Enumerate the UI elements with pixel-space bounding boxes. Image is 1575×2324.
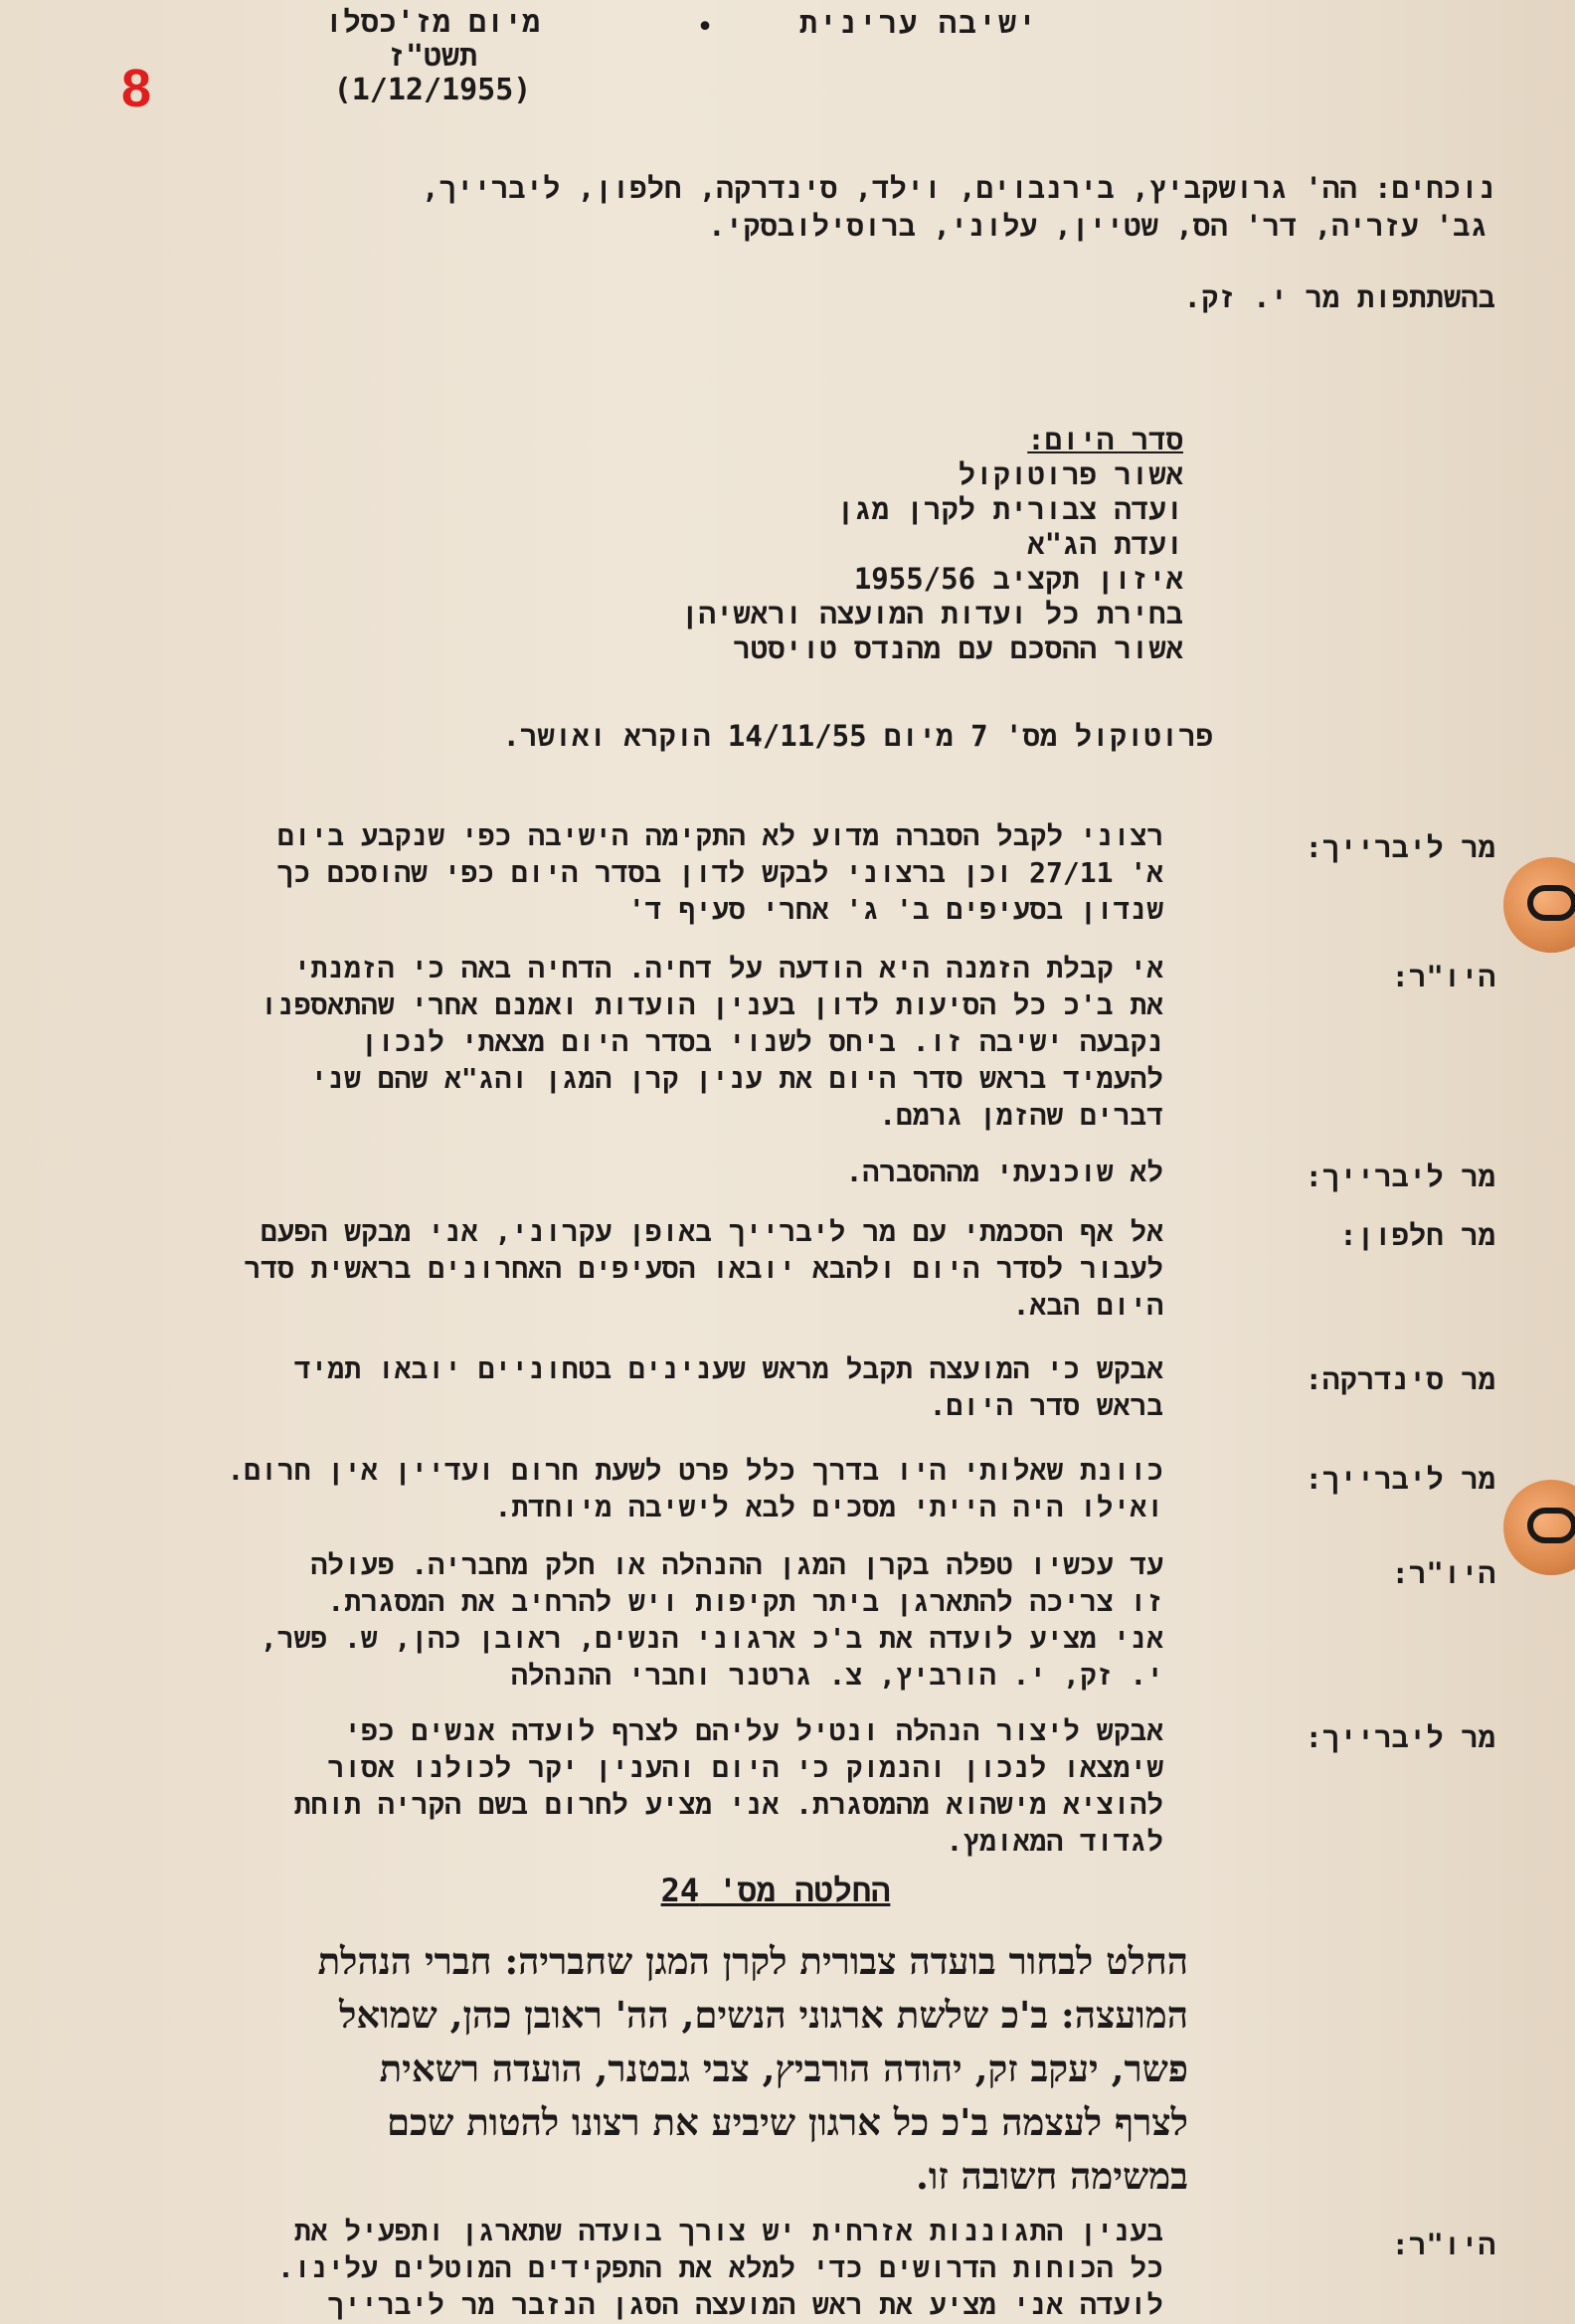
speech-line: להוציא מישהוא מהמסגרת. אני מציע לחרום בשם הקריה תוחת — [293, 1788, 1163, 1821]
speech-line: להעמיד בראש סדר היום את ענין קרן המגן והג"א שהם שני — [310, 1062, 1163, 1095]
resolution-text — [99, 1934, 1188, 2203]
speech-line: רצוני לקבל הסברה מדוע לא התקימה הישיבה כפי שנקבע ביום — [276, 819, 1163, 852]
speech-line: א' 27/11 וכן ברצוני לבקש לדון בסדר היום כפי שהוסכם כך — [276, 856, 1163, 889]
speech-block — [55, 1350, 1163, 1424]
speech-line: אבקש כי המועצה תקבל מראש שענינים בטחוניים יובאו תמיד — [293, 1352, 1163, 1385]
document-title: ישיבה ערינית — [798, 6, 1038, 41]
speaker-label: מר ליברייך: — [1305, 1462, 1495, 1496]
agenda-item: אשור ההסכם עם מהנדס טויסטר — [733, 631, 1183, 665]
speech-line: היום הבא. — [1012, 1289, 1163, 1322]
speech-line: י. זק, י. הורביץ, צ. גרטנר וחברי ההנהלה — [511, 1659, 1163, 1692]
header-separator: • — [696, 10, 715, 45]
agenda — [547, 423, 1183, 666]
resolution-line: החלט לבחור בועדה צבורית לקרן המגן שחבריה: חברי הנהלת — [317, 1939, 1188, 1983]
speaker-label: מר ליברייך: — [1305, 1720, 1495, 1754]
speech-line: כל הכוחות הדרושים כדי למלא את התפקידים המוטלים עלינו. — [276, 2251, 1163, 2284]
agenda-title: סדר היום: — [1027, 423, 1183, 456]
speech-line: שימצאו לנכון והנמוק כי היום והענין יקר לכולנו אסור — [327, 1751, 1163, 1784]
speech-line: דברים שהזמן גרמם. — [879, 1099, 1163, 1132]
binder-ring-icon — [1527, 1508, 1575, 1543]
agenda-item: ועדה צבורית לקרן מגן — [836, 492, 1183, 526]
attendees-line: נוכחים: הה' גרושקביץ, בירנבוים, וילד, סינדרקה, חלפון, ליברייך, — [422, 171, 1495, 205]
speech-block — [55, 2213, 1163, 2323]
speech-line: בראש סדר היום. — [929, 1389, 1163, 1422]
protocol-approval: פרוטוקול מס' 7 מיום 14/11/55 הוקרא ואושר. — [502, 719, 1213, 753]
speech-line: עד עכשיו טפלה בקרן המגן ההנהלה או חלק מחבריה. פעולה — [310, 1548, 1163, 1581]
agenda-item: בחירת כל ועדות המועצה וראשיהן — [681, 597, 1183, 630]
speaker-label: היו"ר: — [1391, 2228, 1495, 2261]
agenda-item: ועדת הג"א — [1027, 527, 1183, 561]
header-date-gregorian: (1/12/1955) — [333, 73, 532, 107]
speaker-label: מר חלפון: — [1339, 1218, 1495, 1252]
speech-line: לגדוד המאומץ. — [946, 1825, 1163, 1858]
speech-line: זו צריכה להתארגן ביתר תקיפות ויש להרחיב את המסגרת. — [327, 1585, 1163, 1618]
speech-line: כוונת שאלותי היו בדרך כלל פרט לשעת חרום ועדיין אין חרום. — [227, 1454, 1163, 1487]
speech-line: לעבור לסדר היום ולהבא יובאו הסעיפים האחרונים בראשית סדר — [244, 1252, 1163, 1285]
header-date — [278, 6, 587, 107]
speaker-label: היו"ר: — [1391, 960, 1495, 993]
speech-line: ואילו היה הייתי מסכים לבא לישיבה מיוחדת. — [494, 1491, 1163, 1523]
header-date-hebrew: מיום מז'כסלו תשט"ז — [324, 5, 541, 74]
speech-line: שנדון בסעיפים ב' ג' אחרי סעיף ד' — [627, 893, 1163, 926]
speech-line: אני מציע לועדה את ב'כ ארגוני הנשים, ראובן כהן, ש. פשר, — [260, 1622, 1163, 1655]
speaker-label: היו"ר: — [1391, 1556, 1495, 1590]
speaker-label: מר ליברייך: — [1305, 830, 1495, 864]
speech-line: אל אף הסכמתי עם מר ליברייך באופן עקרוני, אני מבקש הפעם — [261, 1215, 1163, 1248]
speech-line: לא שוכנעתי מההסברה. — [845, 1156, 1163, 1188]
speech-block — [55, 1546, 1163, 1694]
agenda-item: איזון תקציב 1955/56 — [853, 562, 1183, 596]
speech-line: לועדה אני מציע את ראש המועצה הסגן הנזבר מר ליברייך — [327, 2288, 1163, 2321]
resolution-line: המועצה: ב'כ שלשת ארגוני הנשים, הה' ראובן כהן, שמואל — [339, 1993, 1188, 2037]
participation-line: בהשתתפות מר י. זק. — [1183, 280, 1495, 314]
attendees-list — [103, 169, 1495, 245]
speech-line: את ב'כ כל הסיעות לדון בענין הועדות ואמנם אחרי שהתאספנו — [261, 988, 1163, 1021]
speaker-label: מר ליברייך: — [1305, 1160, 1495, 1193]
speech-block — [55, 1712, 1163, 1860]
resolution-title: החלטה מס' 24 — [660, 1872, 891, 1909]
speech-line: נקבעה ישיבה זו. ביחס לשנוי בסדר היום מצאתי לנכון — [360, 1025, 1163, 1058]
speech-line: אבקש ליצור הנהלה ונטיל עליהם לצרף לועדה אנשים כפי — [344, 1714, 1163, 1747]
resolution-line: לצרף לעצמה ב'כ כל ארגון שיביע את רצונו להטות שכם — [386, 2100, 1188, 2144]
binder-ring-icon — [1527, 885, 1575, 921]
speech-line: בענין התגוננות אזרחית יש צורך בועדה שתארגן ותפעיל את — [293, 2215, 1163, 2247]
resolution-line: במשימה חשובה זו. — [916, 2154, 1188, 2198]
speaker-label: מר סינדרקה: — [1305, 1362, 1495, 1396]
page-number: 8 — [121, 59, 152, 118]
speech-block — [55, 817, 1163, 928]
speech-block — [55, 1154, 1163, 1190]
speech-block — [55, 1213, 1163, 1324]
agenda-item: אשור פרוטוקול — [958, 457, 1183, 491]
speech-block — [55, 1452, 1163, 1525]
attendees-line: גב' עזריה, דר' הס, שטיין, עלוני, ברוסילובסקי. — [708, 209, 1488, 243]
resolution-line: פשר, יעקב זק, יהודה הורביץ, צבי גבטנר, הועדה רשאית — [379, 2047, 1188, 2090]
speech-line: אי קבלת הזמנה היא הודעה על דחיה. הדחיה באה כי הזמנתי — [293, 952, 1163, 984]
speech-block — [55, 950, 1163, 1134]
